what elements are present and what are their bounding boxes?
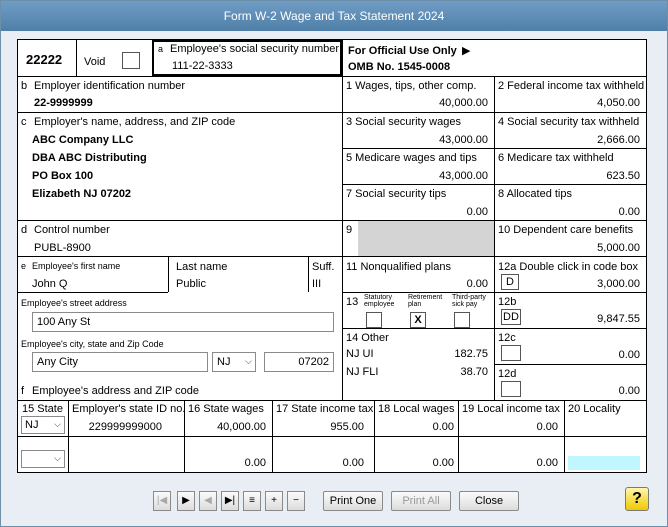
box8-label: 8 Allocated tips (498, 188, 572, 200)
row1-state-tax[interactable]: 955.00 (330, 421, 364, 433)
previous-icon[interactable]: ◀ (199, 491, 217, 511)
print-all-button[interactable]: Print All (391, 491, 451, 511)
row1-local-tax[interactable]: 0.00 (536, 421, 558, 433)
list-icon[interactable]: ≡ (243, 491, 261, 511)
delete-record-icon[interactable]: − (287, 491, 305, 511)
box6-value[interactable]: 623.50 (606, 170, 640, 182)
box5-label: 5 Medicare wages and tips (346, 152, 477, 164)
box1-label: 1 Wages, tips, other comp. (346, 80, 477, 92)
control-number-label: Control number (34, 224, 110, 236)
last-name-label: Last name (176, 261, 228, 273)
employer-name-label: Employer's name, address, and ZIP code (34, 116, 236, 128)
retirement-label: Retirement plan (408, 294, 443, 308)
form-code-cell (20, 42, 76, 74)
th-state-id: Employer's state ID no. (72, 403, 186, 415)
ssn-value[interactable]: 111-22-3333 (172, 60, 233, 72)
chevron-down-icon: ⌵ (54, 453, 61, 463)
box14-row1-name[interactable]: NJ UI (346, 348, 374, 360)
th-state-tax: 17 State income tax (276, 403, 374, 415)
row1-state-wages[interactable]: 40,000.00 (217, 421, 266, 433)
city-input[interactable]: Any City (32, 352, 208, 372)
box12c-code[interactable] (501, 345, 521, 361)
employer-line-3[interactable]: PO Box 100 (32, 170, 94, 182)
box2-label: 2 Federal income tax withheld (498, 80, 645, 92)
row2-state-wages[interactable]: 0.00 (244, 457, 266, 469)
omb-number: OMB No. 1545-0008 (348, 61, 451, 73)
control-number-value[interactable]: PUBL-8900 (34, 242, 91, 254)
last-record-icon[interactable]: ▶| (221, 491, 239, 511)
ssn-cell: a Employee's social security number 111-22-3333 (152, 40, 342, 76)
box5-value[interactable]: 43,000.00 (439, 170, 488, 182)
box11-label: 11 Nonqualified plans (346, 261, 451, 273)
next-icon[interactable]: ▶ (177, 491, 195, 511)
box1-value[interactable]: 40,000.00 (439, 97, 488, 109)
box12d-label: 12d (498, 368, 517, 380)
form-code: 22222 (26, 52, 63, 67)
suffix-value[interactable]: III (312, 278, 322, 290)
row1-state-select[interactable]: NJ ⌵ (21, 416, 65, 434)
box14-row1-value[interactable]: 182.75 (454, 348, 488, 360)
row1-locality[interactable] (565, 401, 646, 436)
statutory-label: Statutory employee (364, 294, 395, 308)
street-input[interactable]: 100 Any St (32, 312, 334, 332)
first-name-value[interactable]: John Q (32, 278, 68, 290)
box12a-label: 12a Double click in code box (498, 261, 639, 273)
official-use-label: For Official Use Only (348, 45, 457, 57)
employer-line-1[interactable]: ABC Company LLC (32, 134, 134, 146)
box12d-value[interactable]: 0.00 (618, 385, 640, 397)
print-one-button[interactable]: Print One (323, 491, 383, 511)
row2-local-wages[interactable]: 0.00 (432, 457, 454, 469)
box10-label: 10 Dependent care benefits (498, 224, 634, 236)
thirdparty-label: Third-party sick pay (452, 294, 486, 308)
box12b-label: 12b (498, 296, 517, 308)
box12c-value[interactable]: 0.00 (618, 349, 640, 361)
box11-value[interactable]: 0.00 (466, 278, 488, 290)
box13-label: 13 (346, 296, 359, 308)
box12b-code[interactable]: DD (501, 309, 521, 325)
th-state-wages: 16 State wages (188, 403, 264, 415)
row1-state-id[interactable]: 229999999000 (88, 421, 162, 433)
ein-label: Employer identification number (34, 80, 186, 92)
row1-local-wages[interactable]: 0.00 (432, 421, 454, 433)
void-label: Void (84, 56, 106, 68)
box4-value[interactable]: 2,666.00 (597, 134, 640, 146)
first-record-icon[interactable]: |◀ (153, 491, 171, 511)
box12a-code[interactable]: D (501, 274, 519, 290)
box7-label: 7 Social security tips (346, 188, 447, 200)
employer-line-4[interactable]: Elizabeth NJ 07202 (32, 188, 132, 200)
add-record-icon[interactable]: + (265, 491, 283, 511)
box8-value[interactable]: 0.00 (618, 206, 640, 218)
arrow-right-icon: ▶ (462, 45, 471, 57)
box2-value[interactable]: 4,050.00 (597, 97, 640, 109)
row2-state-tax[interactable]: 0.00 (342, 457, 364, 469)
box6-label: 6 Medicare tax withheld (498, 152, 614, 164)
th-local-tax: 19 Local income tax (462, 403, 560, 415)
th-locality: 20 Locality (568, 403, 621, 415)
box10-value[interactable]: 5,000.00 (597, 242, 640, 254)
close-button[interactable]: Close (459, 491, 519, 511)
suffix-label: Suff. (312, 261, 335, 273)
chevron-down-icon: ⌵ (54, 419, 61, 429)
employer-line-2[interactable]: DBA ABC Distributing (32, 152, 147, 164)
box4-label: 4 Social security tax withheld (498, 116, 640, 128)
box12d-code[interactable] (501, 381, 521, 397)
first-name-label: Employee's first name (32, 261, 121, 271)
last-name-value[interactable]: Public (176, 278, 206, 290)
box9-label: 9 (346, 224, 353, 236)
box12c-label: 12c (498, 332, 516, 344)
th-state: 15 State (22, 403, 63, 415)
row2-local-tax[interactable]: 0.00 (536, 457, 558, 469)
box14-row2-name[interactable]: NJ FLI (346, 366, 379, 378)
help-icon[interactable]: ? (625, 487, 649, 511)
thirdparty-checkbox[interactable] (454, 312, 470, 328)
street-label: Employee's street address (21, 298, 127, 308)
ssn-label: Employee's social security number (170, 43, 340, 55)
statutory-checkbox[interactable] (366, 312, 382, 328)
chevron-down-icon: ⌵ (245, 356, 252, 366)
w2-form: 22222 Void a Employee's social security number 111-22-3333 For Official Use Only ▶ OMB No. 1545-0008 b Employer identification number 22-9999999 1 Wages, tips, other comp. 40,000.00 2 Federal income tax withheld 4,050.00 c Employer's name, address, and ZIP code ABC Company LLC DBA ABC Distributing PO Box 100 Elizabeth NJ 07202 3 Social security wages 43,000.00 4 Social security tax withheld 2,666.00 5 Medicare wages and tips 43,000.00 6 Medicare tax withheld 623.50 7 Social security tips 0.00 8 Allocated tips 0.00 d Control number PUBL-8900 9 10 Dependent care benefits 5,000.00 e Employee's first name John Q Last name Public Suff. III 11 Nonqualified plans 0.00 12a Double click in code box D 3,000.00 Employee's street address 100 Any St 13 Statutory employee Retirement plan Third-party sick pay X 12b DD 9,847.55 Employee's city, state and Zip Code Any City NJ ⌵ 07202 14 Other NJ UI 182.75 NJ FLI 38.70 12c 0.00 12d 0.00 f Employee's address and ZIP code 15 State Employer's state ID no. 16 State wages 17 State income tax 18 Local wages 19 Local income tax 20 Locality NJ ⌵ 229999999000 40,000.00 955.00 0.00 0.00 ⌵ 0.00 0.00 0.00 0.00 (17, 39, 647, 473)
th-local-wages: 18 Local wages (378, 403, 455, 415)
address-zip-label: Employee's address and ZIP code (32, 385, 199, 397)
retirement-checkbox[interactable]: X (410, 312, 426, 328)
box14-label: 14 Other (346, 332, 389, 344)
box14-row2-value[interactable]: 38.70 (460, 366, 488, 378)
void-checkbox[interactable] (122, 52, 140, 69)
row2-locality-input[interactable] (568, 456, 640, 470)
box12b-value[interactable]: 9,847.55 (597, 313, 640, 325)
box9-field (358, 221, 494, 256)
box3-value[interactable]: 43,000.00 (439, 134, 488, 146)
box12a-value[interactable]: 3,000.00 (597, 278, 640, 290)
row2-state-select[interactable] (21, 450, 65, 468)
window-title: Form W-2 Wage and Tax Statement 2024 (1, 1, 667, 31)
box3-label: 3 Social security wages (346, 116, 461, 128)
box7-value[interactable]: 0.00 (466, 206, 488, 218)
zip-input[interactable]: 07202 (264, 352, 334, 372)
ein-value[interactable]: 22-9999999 (34, 97, 93, 109)
csz-label: Employee's city, state and Zip Code (21, 339, 164, 349)
state-select[interactable]: NJ ⌵ (212, 352, 256, 372)
